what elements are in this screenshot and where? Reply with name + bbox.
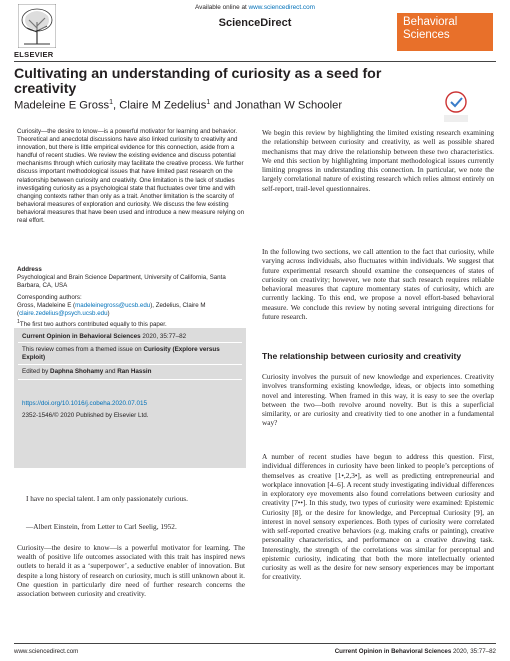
author-name: , Claire M Zedelius <box>113 99 207 112</box>
corresponding-authors <box>17 302 245 318</box>
body-paragraph: A number of recent studies have begun to address this question. First, individual differences in curiosity have been linked to people’s perceptions of themselves as creative [1•,2,3•], as well as predicting entrepreneurial and workplace innovation [4–6]. A recent study investigating individual differences in exploratory eye movements also found correlations between curiosity and creativity [7••]. In this study, two types of curiosity were examined: Epistemic Curiosity [8], or the desire for knowledge, and Perceptual Curiosity [9], an interest in novel sensory experiences. Both types of curiosity were correlated with self-reported creative behaviors (e.g. making crafts or painting), creative personality characteristics, and performance on a creative drawing task. Interestingly, the strength of the correlations was similar for perceptual and epistemic curiosity, indicating that both the more intellectually oriented curiosity as well as the desire for new sensory experiences may be important for creativity. <box>262 452 494 582</box>
body-paragraph: We begin this review by highlighting the limited existing research examining the relationship between curiosity and creativity, as well as possible shared mechanisms that may drive the relationship between these two characteristics. We end this section by highlighting important methodological issues currently limiting progress in understanding this connection. In particular, we note the largely correlational nature of existing research which relies almost entirely on self-report, trail-level questionnaires. <box>262 128 494 193</box>
editor-name: Daphna Shohamy <box>50 368 104 375</box>
abstract: Curiosity—the desire to know—is a powerful motivator for learning and behavior. Theoretical and anecdotal discussions have also linked curiosity to creativity and innovation, but there is little empirical evidence for this connection, aside from a handful of recent studies. We review the existing evidence and discuss potential mechanisms through which curiosity may facilitate the creative process. We further discuss important methodological issues that have limited past research on the relationship between curiosity and creativity. One limitation is the lack of studies investigating curiosity as a psychological state that fluctuates over time and with changing contexts rather than only as a trait. Another limitation is the scarcity of behavioral measures of exploration and curiosity. We discuss the few existing behavioral measures that have been used and introduce a new measure relying on real effort. <box>17 128 245 225</box>
elsevier-wordmark: ELSEVIER <box>14 50 54 59</box>
intro-paragraph: Curiosity—the desire to know—is a powerful motivator for learning. The wealth of positive life outcomes associated with this trait has inspired news outlets to herald it as a ‘superpower’, a seductive enabler of innovation. But despite a long history of research on curiosity, much is still unknown about it. One question in particularly dire need of further research concerns the association between curiosity and creativity. <box>17 543 245 599</box>
journal-logo <box>397 13 493 51</box>
footer-divider <box>14 643 496 644</box>
epigraph-attribution: —Albert Einstein, from Letter to Carl Seelig, 1952. <box>26 522 177 531</box>
theme-name: Curiosity (Explore versus Exploit) <box>22 346 220 361</box>
address-text: Psychological and Brain Science Department, University of California, Santa Barbara, CA, USA <box>17 274 226 290</box>
info-cite: 2020, 35:77–82 <box>140 333 187 340</box>
email-link[interactable]: claire.zedelius@psych.ucsb.edu <box>19 310 108 318</box>
corresponding-heading: Corresponding authors: <box>17 294 82 301</box>
journal-logo-line1: Behavioral <box>403 16 458 28</box>
article-title: Cultivating an understanding of curiosity as a seed for creativity <box>14 66 382 97</box>
author-name: Madeleine E Gross <box>14 99 110 112</box>
section-heading: The relationship between curiosity and creativity <box>262 351 462 361</box>
available-online-line <box>0 4 510 11</box>
editor-name: Ran Hassin <box>117 368 152 375</box>
info-citation <box>22 333 186 340</box>
article-info-box <box>14 328 246 468</box>
available-prefix: Available online at <box>195 4 249 11</box>
info-divider <box>18 379 242 380</box>
footnote-text: The first two authors contributed equally to this paper. <box>19 321 167 329</box>
header-divider <box>14 61 496 62</box>
sciencedirect-link[interactable]: www.sciencedirect.com <box>248 4 315 11</box>
author-list <box>14 96 444 113</box>
author-name: and Jonathan W Schooler <box>210 99 343 112</box>
body-paragraph: In the following two sections, we call attention to the fact that curiosity, while varying across individuals, also fluctuates within individuals. We suggest that future experimental research should examine the consequences of states of curiosity on creativity; however, we note that such research requires reliable behavioral measures that capture momentary states of curiosity, which are currently lacking. To this end, we propose a novel effort-based behavioral measure. We conclude this review by noting several intriguing directions for future research. <box>262 247 494 321</box>
corresponding-text: ) <box>107 310 110 318</box>
corresponding-text: ), Zedelius, Claire M ( <box>17 302 206 318</box>
theme-prefix: This review comes from a themed issue on <box>22 346 144 353</box>
footer-journal: Current Opinion in Behavioral Sciences <box>334 648 452 655</box>
footer-site-link[interactable]: www.sciencedirect.com <box>14 648 79 655</box>
body-paragraph: Curiosity involves the pursuit of new knowledge and experiences. Creativity involves transforming existing knowledge, ideas, or objects into something novel and interesting. When framed in this way, it is easy to see the overlap between the two—both revolve around novelty. But is this a superficial similarity, or are curiosity and creativity tied to one another in a fundamental way? <box>262 372 494 428</box>
epigraph-quote: I have no special talent. I am only passionately curious. <box>26 494 188 503</box>
info-journal: Current Opinion in Behavioral Sciences <box>22 333 141 340</box>
editors-and: and <box>103 368 118 375</box>
author-affiliation-mark: 1 <box>206 99 211 106</box>
info-editors <box>22 368 152 375</box>
author-affiliation-mark: 1 <box>109 99 114 106</box>
info-divider <box>18 364 242 365</box>
editors-prefix: Edited by <box>22 368 51 375</box>
journal-logo-line2: Sciences <box>403 28 450 41</box>
check-for-updates-icon[interactable] <box>442 90 470 124</box>
info-theme <box>22 346 240 362</box>
footer-cite: 2020, 35:77–82 <box>451 648 496 655</box>
footer-citation <box>283 648 496 655</box>
corresponding-text: Gross, Madeleine E ( <box>17 302 76 309</box>
info-divider <box>18 342 242 343</box>
sciencedirect-title: ScienceDirect <box>218 17 292 29</box>
footnote-mark: 1 <box>17 319 20 325</box>
doi-link[interactable]: https://doi.org/10.1016/j.cobeha.2020.07.015 <box>22 400 147 407</box>
email-link[interactable]: madeleinegross@ucsb.edu <box>75 302 151 309</box>
address-heading: Address <box>17 266 42 273</box>
info-issn: 2352-1546/© 2020 Published by Elsevier Ltd. <box>22 412 149 419</box>
